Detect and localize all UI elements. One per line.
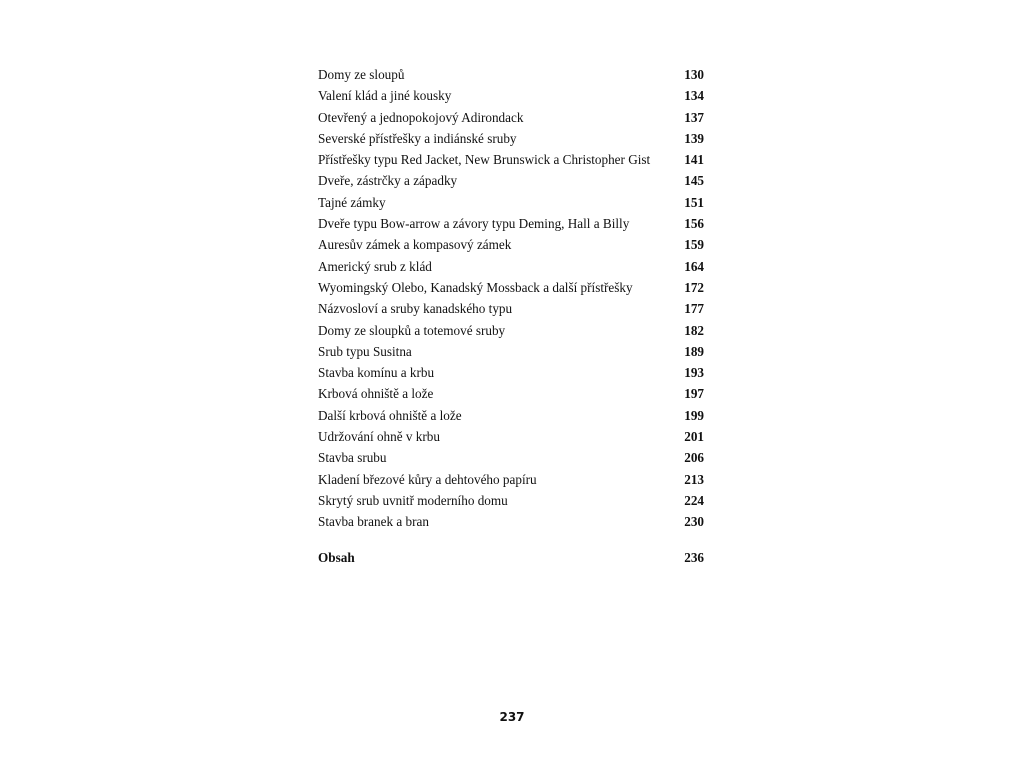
toc-entry bbox=[318, 383, 704, 404]
toc-entry-title: Domy ze sloupků a totemové sruby bbox=[318, 322, 506, 338]
toc-entry bbox=[318, 277, 704, 298]
toc-entry-page: 151 bbox=[684, 194, 704, 210]
toc-entry-title: Stavba branek a bran bbox=[318, 514, 429, 530]
toc-entry-page: 134 bbox=[684, 88, 704, 104]
toc-entry-page: 164 bbox=[684, 258, 704, 274]
toc-entry bbox=[318, 362, 704, 383]
toc-entry-page: 182 bbox=[684, 322, 704, 338]
toc-entry-title: Otevřený a jednopokojový Adirondack bbox=[318, 109, 524, 125]
toc-entry bbox=[318, 511, 704, 532]
toc-entry-title: Wyomingský Olebo, Kanadský Mossback a další přístřešky bbox=[318, 279, 633, 295]
toc-entry-page: 213 bbox=[684, 471, 704, 487]
toc-entry-page: 137 bbox=[684, 109, 704, 125]
toc-entry bbox=[318, 85, 704, 106]
toc-entry-page: 139 bbox=[684, 130, 704, 146]
toc-entry-title: Dveře, zástrčky a západky bbox=[318, 173, 458, 189]
toc-entry bbox=[318, 298, 704, 319]
table-of-contents bbox=[318, 64, 704, 533]
toc-entry bbox=[318, 490, 704, 511]
toc-entry-title: Americký srub z klád bbox=[318, 258, 432, 274]
toc-entry-title: Kladení březové kůry a dehtového papíru bbox=[318, 471, 537, 487]
toc-entry-page: 224 bbox=[684, 492, 704, 508]
toc-entry-title: Skrytý srub uvnitř moderního domu bbox=[318, 492, 508, 508]
toc-entry-page: 156 bbox=[684, 216, 704, 232]
toc-entry-title: Stavba komínu a krbu bbox=[318, 365, 435, 381]
toc-entry-title: Auresův zámek a kompasový zámek bbox=[318, 237, 512, 253]
toc-entry-title: Srub typu Susitna bbox=[318, 343, 412, 359]
toc-entry bbox=[318, 469, 704, 490]
toc-entry-page: 130 bbox=[684, 67, 704, 82]
toc-entry-page: 141 bbox=[684, 152, 704, 168]
toc-entry-title: Dveře typu Bow-arrow a závory typu Deming, Hall a Billy bbox=[318, 216, 630, 232]
toc-entry-page: 230 bbox=[684, 514, 704, 530]
toc-entry bbox=[318, 128, 704, 149]
page-number: 237 bbox=[499, 710, 525, 724]
toc-entry bbox=[318, 405, 704, 426]
toc-entry bbox=[318, 234, 704, 255]
toc-entry-title: Krbová ohniště a lože bbox=[318, 386, 434, 402]
toc-entry bbox=[318, 213, 704, 234]
toc-entry bbox=[318, 426, 704, 447]
toc-entry bbox=[318, 256, 704, 277]
toc-entry-page: 197 bbox=[684, 386, 704, 402]
toc-entry-page: 159 bbox=[684, 237, 704, 253]
toc-entry-page: 201 bbox=[684, 429, 704, 445]
toc-entry bbox=[318, 341, 704, 362]
toc-entry-page: 177 bbox=[684, 301, 704, 317]
toc-entry-title: Udržování ohně v krbu bbox=[318, 429, 440, 445]
toc-entry-page: 193 bbox=[684, 365, 704, 381]
toc-entry-title: Severské přístřešky a indiánské sruby bbox=[318, 130, 517, 146]
toc-entry bbox=[318, 170, 704, 191]
toc-entry bbox=[318, 192, 704, 213]
toc-entry bbox=[318, 107, 704, 128]
toc-entry bbox=[318, 447, 704, 468]
toc-entry-page: 145 bbox=[684, 173, 704, 189]
toc-entry bbox=[318, 320, 704, 341]
toc-entry-title: Přístřešky typu Red Jacket, New Brunswick a Christopher Gist bbox=[318, 152, 651, 168]
toc-entry-title: Domy ze sloupů bbox=[318, 67, 405, 82]
toc-entry-page: 172 bbox=[684, 279, 704, 295]
toc-entry-page: 199 bbox=[684, 407, 704, 423]
toc-final-title: Obsah bbox=[318, 550, 355, 565]
toc-final-page: 236 bbox=[684, 550, 704, 565]
toc-entry bbox=[318, 64, 704, 85]
toc-entry-title: Valení klád a jiné kousky bbox=[318, 88, 452, 104]
toc-entry-title: Stavba srubu bbox=[318, 450, 387, 466]
toc-entry bbox=[318, 149, 704, 170]
toc-entry-page: 206 bbox=[684, 450, 704, 466]
toc-final-entry bbox=[318, 547, 704, 568]
toc-entry-page: 189 bbox=[684, 343, 704, 359]
toc-entry-title: Další krbová ohniště a lože bbox=[318, 407, 462, 423]
toc-entry-title: Názvosloví a sruby kanadského typu bbox=[318, 301, 513, 317]
toc-entry-title: Tajné zámky bbox=[318, 194, 386, 210]
